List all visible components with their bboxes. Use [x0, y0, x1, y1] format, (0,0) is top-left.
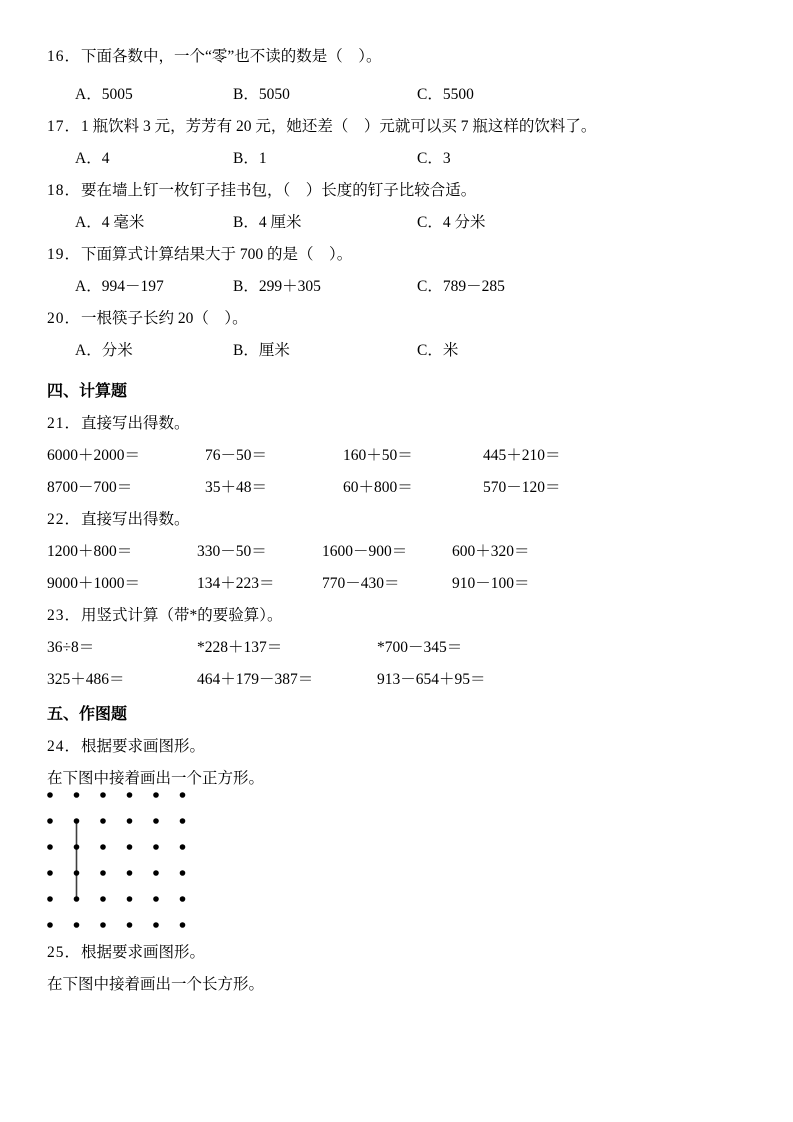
- question-17: [47, 111, 743, 143]
- option-a: A．994－197: [75, 278, 164, 295]
- question-number: 19．: [47, 246, 82, 263]
- calc-expression: 160＋50＝: [343, 447, 413, 464]
- calc-expression: 36÷8＝: [47, 639, 95, 656]
- calc-expression: 1600－900＝: [322, 543, 408, 560]
- calc-expression: 325＋486＝: [47, 671, 125, 688]
- option-a: A．分米: [75, 342, 133, 359]
- dot-grid: [44, 787, 244, 937]
- question-number: 22．: [47, 511, 82, 528]
- calc-expression: 570－120＝: [483, 479, 561, 496]
- question-18-options: [47, 207, 743, 239]
- calc-row: [47, 632, 743, 664]
- question-19-options: [47, 271, 743, 303]
- option-a: A．5005: [75, 86, 133, 103]
- question-number: 20．: [47, 310, 82, 327]
- calc-row: [47, 536, 743, 568]
- question-18: [47, 175, 743, 207]
- calc-expression: 910－100＝: [452, 575, 530, 592]
- calc-expression: 76－50＝: [205, 447, 268, 464]
- calc-expression: *700－345＝: [377, 639, 463, 656]
- calc-expression: 35＋48＝: [205, 479, 268, 496]
- question-21: [47, 408, 743, 440]
- question-19: [47, 239, 743, 271]
- question-number: 18．: [47, 182, 82, 199]
- question-text: 要在墙上钉一枚钉子挂书包，（ ）长度的钉子比较合适。: [81, 182, 477, 199]
- question-24-subtext: 在下图中接着画出一个正方形。: [47, 770, 265, 787]
- question-text: 下面算式计算结果大于 700 的是（ ）。: [81, 246, 353, 263]
- question-instruction: 根据要求画图形。: [81, 738, 206, 755]
- question-20: [47, 303, 743, 335]
- calc-row: [47, 440, 743, 472]
- option-b: B．1: [233, 150, 267, 167]
- question-number: 21．: [47, 415, 82, 432]
- question-number: 25．: [47, 944, 82, 961]
- calc-row: [47, 664, 743, 696]
- calc-expression: 600＋320＝: [452, 543, 530, 560]
- option-b: B．4 厘米: [233, 214, 302, 231]
- calc-expression: 445＋210＝: [483, 447, 561, 464]
- question-16-options: [47, 79, 743, 111]
- question-number: 17．: [47, 118, 82, 135]
- calc-expression: 464＋179－387＝: [197, 671, 314, 688]
- calc-expression: 770－430＝: [322, 575, 400, 592]
- question-20-options: [47, 335, 743, 367]
- option-b: B．5050: [233, 86, 290, 103]
- option-a: A．4 毫米: [75, 214, 145, 231]
- question-24: [47, 731, 743, 763]
- calc-expression: 134＋223＝: [197, 575, 275, 592]
- question-instruction: 用竖式计算（带*的要验算）。: [81, 607, 283, 624]
- option-a: A．4: [75, 150, 110, 167]
- question-instruction: 根据要求画图形。: [81, 944, 206, 961]
- question-17-options: [47, 143, 743, 175]
- question-25-subtext: 在下图中接着画出一个长方形。: [47, 976, 265, 993]
- calc-expression: *228＋137＝: [197, 639, 283, 656]
- question-instruction: 直接写出得数。: [81, 415, 190, 432]
- option-c: C．789－285: [417, 278, 505, 295]
- question-text: 一根筷子长约 20（ ）。: [81, 310, 248, 327]
- question-22: [47, 504, 743, 536]
- calc-expression: 1200＋800＝: [47, 543, 133, 560]
- section-title-calculation: 四、计算题: [47, 383, 128, 400]
- calc-expression: 9000＋1000＝: [47, 575, 141, 592]
- question-instruction: 直接写出得数。: [81, 511, 190, 528]
- calc-expression: 8700－700＝: [47, 479, 133, 496]
- question-23: [47, 600, 743, 632]
- calc-expression: 60＋800＝: [343, 479, 413, 496]
- question-number: 24．: [47, 738, 82, 755]
- option-c: C．3: [417, 150, 451, 167]
- question-text: 1 瓶饮料 3 元，芳芳有 20 元，她还差（ ）元就可以买 7 瓶这样的饮料了。: [81, 118, 597, 135]
- question-25: [47, 937, 743, 969]
- calc-expression: 913－654＋95＝: [377, 671, 486, 688]
- question-number: 16．: [47, 48, 82, 65]
- dot-grid-area: [44, 787, 743, 937]
- calc-expression: 6000＋2000＝: [47, 447, 141, 464]
- calc-row: [47, 472, 743, 504]
- section-title-drawing: 五、作图题: [47, 706, 128, 723]
- option-b: B．厘米: [233, 342, 290, 359]
- option-c: C．5500: [417, 86, 474, 103]
- option-b: B．299＋305: [233, 278, 321, 295]
- question-text: 下面各数中，一个“零”也不读的数是（ ）。: [81, 48, 382, 65]
- calc-expression: 330－50＝: [197, 543, 267, 560]
- calc-row: [47, 568, 743, 600]
- question-16: [47, 41, 743, 73]
- option-c: C．4 分米: [417, 214, 486, 231]
- option-c: C．米: [417, 342, 459, 359]
- question-number: 23．: [47, 607, 82, 624]
